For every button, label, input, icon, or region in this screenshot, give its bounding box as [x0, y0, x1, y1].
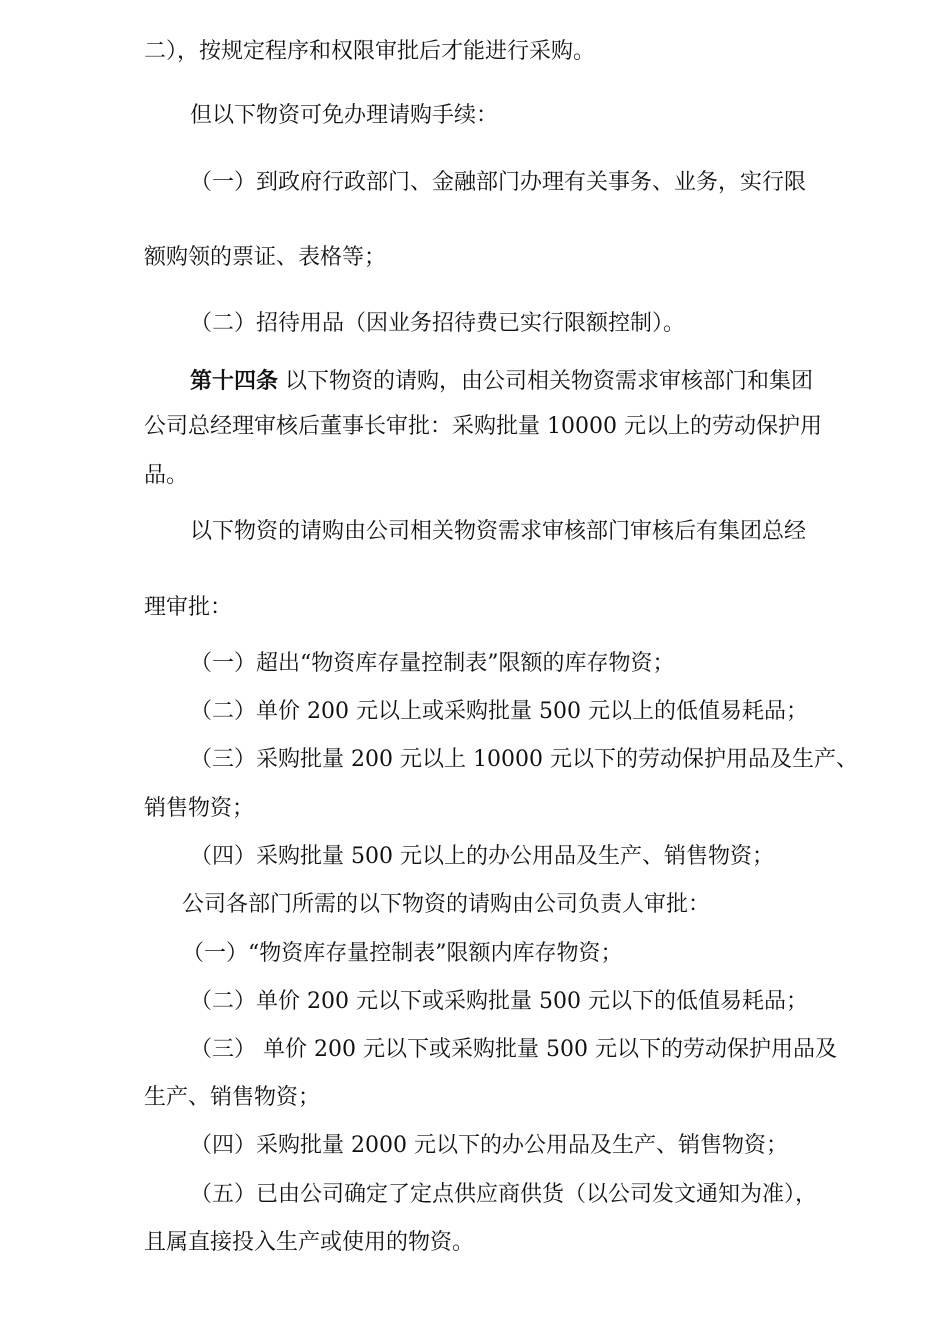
text-line: （二）招待用品（因业务招待费已实行限额控制）。 — [190, 311, 686, 336]
text-line: 额购领的票证、表格等； — [144, 245, 387, 270]
list-item: （二）单价 200 元以下或采购批量 500 元以下的低值易耗品； — [190, 989, 808, 1014]
list-item: （五）已由公司确定了定点供应商供货（以公司发文通知为准）， — [190, 1182, 818, 1207]
text-line: 公司各部门所需的以下物资的请购由公司负责人审批： — [182, 892, 711, 917]
text-line: 生产、销售物资； — [144, 1085, 321, 1110]
text-line: 但以下物资可免办理请购手续： — [190, 103, 499, 128]
article-line — [190, 367, 813, 396]
list-item: （一）“物资库存量控制表”限额内库存物资； — [182, 941, 623, 966]
text-line: 二），按规定程序和权限审批后才能进行采购。 — [144, 39, 596, 64]
text-line: 且属直接投入生产或使用的物资。 — [144, 1230, 475, 1255]
text-line: 公司总经理审核后董事长审批：采购批量 10000 元以上的劳动保护用 — [144, 414, 822, 439]
list-item: （三）采购批量 200 元以上 10000 元以下的劳动保护用品及生产、 — [190, 747, 858, 772]
text-line: （一）到政府行政部门、金融部门办理有关事务、业务，实行限 — [190, 170, 807, 195]
list-item: （一）超出“物资库存量控制表”限额的库存物资； — [190, 651, 675, 676]
list-item: （四）采购批量 2000 元以下的办公用品及生产、销售物资； — [190, 1133, 788, 1158]
text-line: 品。 — [144, 463, 189, 488]
text-line: 以下物资的请购由公司相关物资需求审核部门审核后有集团总经 — [190, 519, 807, 544]
list-item: （三） 单价 200 元以下或采购批量 500 元以下的劳动保护用品及 — [190, 1037, 837, 1062]
text-line: 销售物资； — [144, 796, 255, 821]
article-number: 第十四条 — [190, 368, 279, 394]
article-text: 以下物资的请购，由公司相关物资需求审核部门和集团 — [278, 369, 814, 394]
list-item: （二）单价 200 元以上或采购批量 500 元以上的低值易耗品； — [190, 699, 808, 724]
list-item: （四）采购批量 500 元以上的办公用品及生产、销售物资； — [190, 844, 774, 869]
text-line: 理审批： — [144, 595, 233, 620]
